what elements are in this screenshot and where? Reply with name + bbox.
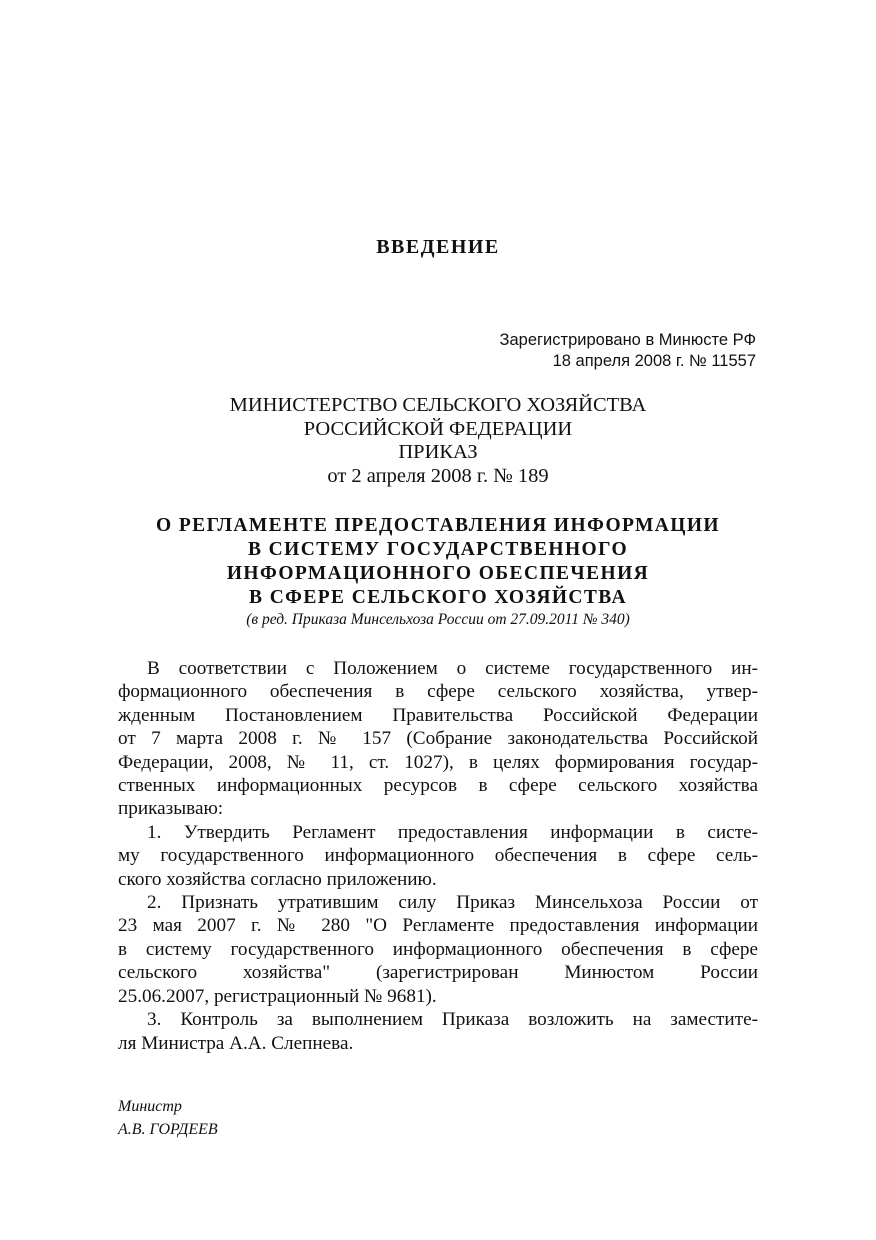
preamble-paragraph: [118, 657, 758, 821]
ministry-header: [0, 394, 876, 488]
order-item-1: [118, 821, 758, 891]
registration-note: [500, 330, 756, 372]
text-line: от 7 марта 2008 г. № 157 (Собрание законодательства Российской: [118, 728, 758, 750]
text-line: 2. Признать утратившим силу Приказ Минсельхоза России от: [147, 892, 758, 914]
text-line: Федерации, 2008, № 11, ст. 1027), в целях формирования государ-: [118, 751, 758, 773]
text-line: ля Министра А.А. Слепнева.: [118, 1032, 354, 1054]
heading-line: О РЕГЛАМЕНТЕ ПРЕДОСТАВЛЕНИЯ ИНФОРМАЦИИ: [156, 515, 720, 536]
section-title: ВВЕДЕНИЕ: [376, 236, 500, 258]
text-line: в систему государственного информационного обеспечения в сфере: [118, 938, 758, 960]
text-line: формационного обеспечения в сфере сельского хозяйства, утвер-: [118, 681, 758, 703]
order-date: от 2 апреля 2008 г. № 189: [327, 464, 549, 487]
order-body: [118, 657, 758, 1055]
signature-block: [118, 1095, 218, 1141]
text-line: ского хозяйства согласно приложению.: [118, 868, 437, 890]
text-line: сельского хозяйства" (зарегистрирован Минюстом России: [118, 962, 758, 984]
text-line: приказываю:: [118, 798, 224, 820]
edition-note: (в ред. Приказа Минсельхоза России от 27.09.2011 № 340): [246, 611, 630, 628]
text-line: 25.06.2007, регистрационный № 9681).: [118, 985, 437, 1007]
order-label: ПРИКАЗ: [398, 441, 478, 464]
registration-line: 18 апреля 2008 г. № 11557: [552, 352, 756, 370]
ministry-name: МИНИСТЕРСТВО СЕЛЬСКОГО ХОЗЯЙСТВА: [229, 394, 647, 416]
text-line: жденным Постановлением Правительства Российской Федерации: [118, 704, 758, 726]
text-line: 3. Контроль за выполнением Приказа возложить на заместите-: [147, 1009, 758, 1031]
heading-line: ИНФОРМАЦИОННОГО ОБЕСПЕЧЕНИЯ: [226, 563, 650, 584]
document-heading: [0, 514, 876, 610]
order-item-2: [118, 891, 758, 1008]
text-line: 23 мая 2007 г. № 280 "О Регламенте предоставления информации: [118, 915, 758, 937]
heading-line: В СФЕРЕ СЕЛЬСКОГО ХОЗЯЙСТВА: [249, 587, 627, 608]
heading-line: В СИСТЕМУ ГОСУДАРСТВЕННОГО: [247, 539, 629, 560]
text-line: му государственного информационного обеспечения в сфере сель-: [118, 845, 758, 867]
ministry-country: РОССИЙСКОЙ ФЕДЕРАЦИИ: [303, 417, 573, 440]
text-line: 1. Утвердить Регламент предоставления информации в систе-: [147, 821, 758, 843]
signatory-name: А.В. ГОРДЕЕВ: [118, 1121, 218, 1138]
signatory-title: Министр: [118, 1098, 182, 1115]
registration-line: Зарегистрировано в Минюсте РФ: [499, 331, 756, 349]
text-line: В соответствии с Положением о системе государственного ин-: [147, 658, 758, 679]
order-item-3: [118, 1008, 758, 1055]
text-line: ственных информационных ресурсов в сфере сельского хозяйства: [118, 775, 758, 797]
